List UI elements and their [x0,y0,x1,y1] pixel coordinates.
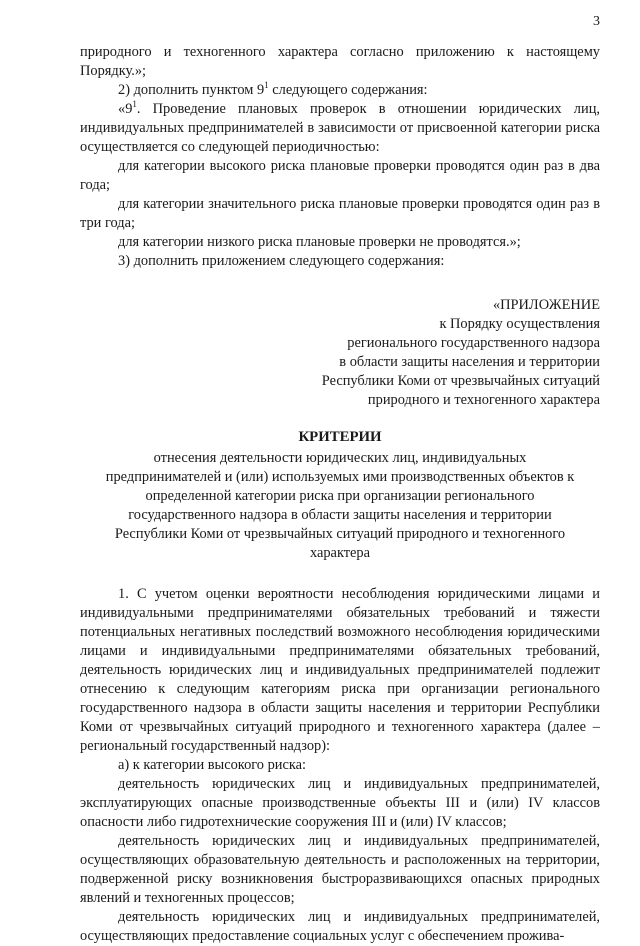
appendix-line: регионального государственного надзора [347,335,600,351]
paragraph-amend-3: 3) дополнить приложением следующего содержания: [118,253,445,269]
criteria-subtitle: отнесения деятельности юридических лиц, индивидуальных предпринимателей и (или) используемых ими производственных объектов к определенной категории риска при организации регионального государственного надзора в области защиты населения и территории Республики Коми от чрезвычайных ситуаций природного и техногенного характера [105,450,575,561]
paragraph-item-a: а) к категории высокого риска: [118,757,307,773]
document-body [80,43,600,946]
appendix-line: природного и техногенного характера [367,392,600,408]
criteria-title: КРИТЕРИИ [298,429,382,445]
appendix-line: в области защиты населения и территории [339,354,600,370]
paragraph-activity-3: деятельность юридических лиц и индивидуальных предпринимателей, осуществляющих предоставление социальных услуг с обеспечением прожива- [80,909,600,944]
paragraph-low-risk: для категории низкого риска плановые проверки не проводятся.»; [118,234,521,250]
appendix-line: к Порядку осуществления [439,316,600,332]
paragraph-high-risk: для категории высокого риска плановые проверки проводятся один раз в два года; [80,158,600,193]
paragraph-criteria-1: 1. С учетом оценки вероятности несоблюдения юридическими лицами и индивидуальными предпринимателями обязательных требований и тяжести потенциальных негативных последствий возможного несоблюдения юридическими лицами и индивидуальными предпринимателями обязательных требований, деятельность юридических лиц и индивидуальных предпринимателей подлежит отнесению к следующим категориям риска при организации регионального государственного надзора в области защиты населения и территории Республики Коми от чрезвычайных ситуаций природного и техногенного характера (далее – региональный государственный надзор): [80,586,600,754]
spacer [80,563,600,585]
paragraph-amend-2: 2) дополнить пунктом $9^1$ следующего содержания: [118,80,428,98]
appendix-line: Республики Коми от чрезвычайных ситуаций [321,373,600,389]
appendix-line: «ПРИЛОЖЕНИЕ [492,297,600,313]
paragraph-activity-2: деятельность юридических лиц и индивидуальных предпринимателей, осуществляющих образовательную деятельность и расположенных на территории, подверженной риску возникновения быстроразвивающихся опасных природных явлений и техногенных процессов; [80,833,600,906]
paragraph-activity-1: деятельность юридических лиц и индивидуальных предпринимателей, эксплуатирующих опасные производственные объекты III и (или) IV классов опасности либо гидротехнические сооружения III и (или) IV классов; [80,776,600,830]
paragraph-continuation: природного и техногенного характера согласно приложению к настоящему Порядку.»; [80,44,600,79]
page-number: 3 [593,14,600,29]
paragraph-significant-risk: для категории значительного риска плановые проверки проводятся один раз в три года; [80,196,600,231]
appendix-header [80,296,600,410]
paragraph-9-1: «$9^1$. Проведение плановых проверок в отношении юридических лиц, индивидуальных предпринимателей в зависимости от присвоенной категории риска осуществляется со следующей периодичностью: [80,99,600,155]
